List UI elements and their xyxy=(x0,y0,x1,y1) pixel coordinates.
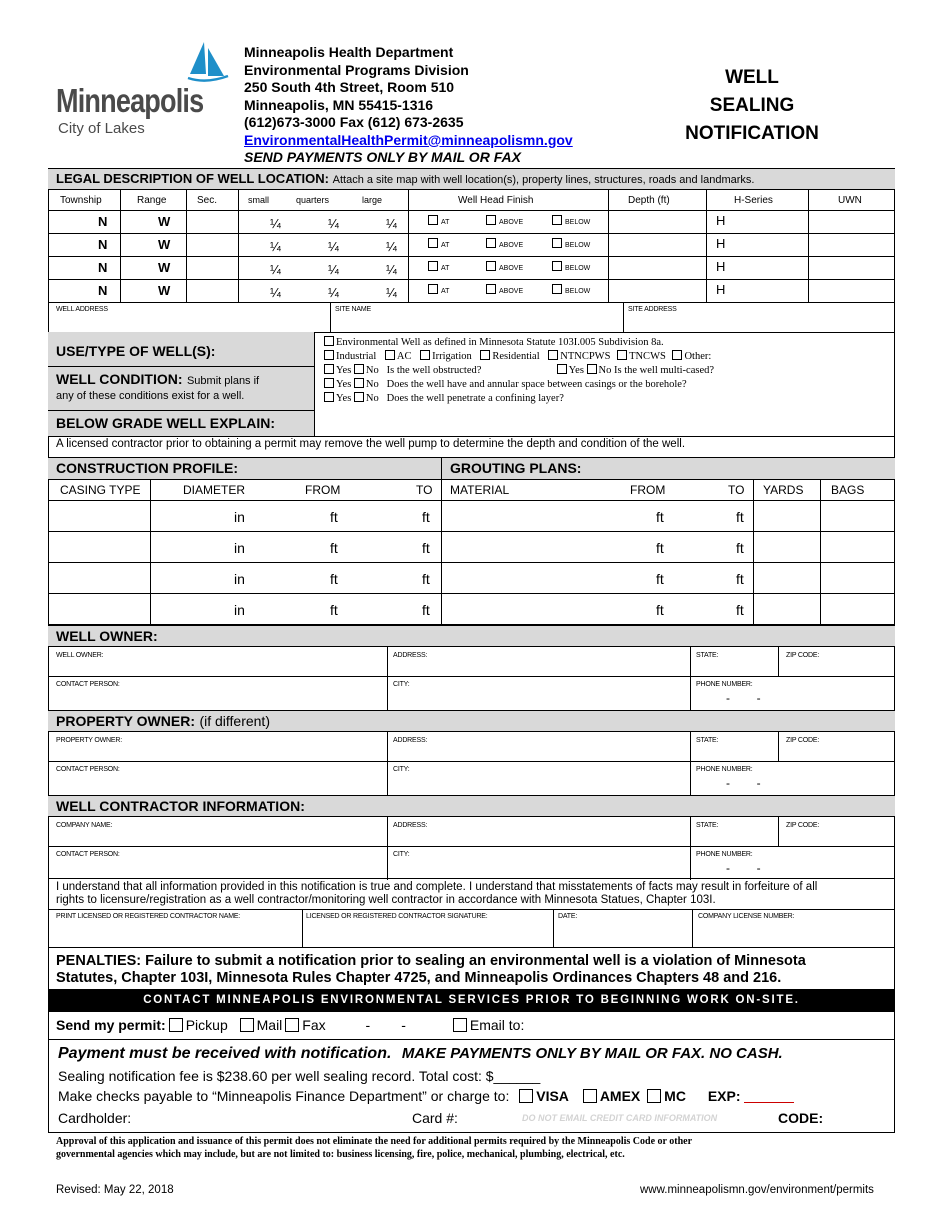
state-label: STATE: xyxy=(696,822,719,829)
g-from-unit: ft xyxy=(656,571,664,587)
phone-dashes: - - xyxy=(726,776,761,790)
title-line3: NOTIFICATION xyxy=(685,123,819,144)
owner-label: PROPERTY OWNER: xyxy=(56,737,122,744)
legal-note: Attach a site map with well location(s), property lines, structures, roads and landmarks. xyxy=(332,174,755,186)
yes-label: Yes xyxy=(336,379,352,390)
city-label: CITY: xyxy=(393,681,410,688)
legal-heading: LEGAL DESCRIPTION OF WELL LOCATION: xyxy=(56,171,329,186)
at-option xyxy=(428,261,449,272)
irrigation-label: Irrigation xyxy=(432,351,472,362)
fee-line: Sealing notification fee is $238.60 per well sealing record. Total cost: $______ xyxy=(58,1068,541,1084)
address-line1: 250 South 4th Street, Room 510 xyxy=(244,79,455,95)
grid-line xyxy=(690,732,691,795)
h-series-prefix: H xyxy=(716,282,726,297)
env-checkbox[interactable] xyxy=(324,336,334,346)
payment-heading-row xyxy=(58,1045,783,1063)
phone-label: PHONE NUMBER: xyxy=(696,681,753,688)
send-permit-label: Send my permit: xyxy=(56,1017,166,1033)
obstructed-yes-checkbox[interactable] xyxy=(324,364,334,374)
well-owner-heading: WELL OWNER: xyxy=(56,628,158,644)
from-unit: ft xyxy=(330,571,338,587)
city-label: CITY: xyxy=(393,851,410,858)
amex-checkbox[interactable] xyxy=(583,1089,597,1103)
zip-label: ZIP CODE: xyxy=(786,737,820,744)
logo-main-text: Minneapolis xyxy=(56,82,204,119)
state-label: STATE: xyxy=(696,652,719,659)
at-checkbox[interactable] xyxy=(428,238,438,248)
grid-line xyxy=(238,190,239,302)
below-grade-note: A licensed contractor prior to obtaining a permit may remove the well pump to determine the depth and condition of the well. xyxy=(56,438,686,450)
col-quarters: quarters xyxy=(296,195,330,205)
multicased-no-checkbox[interactable] xyxy=(587,364,597,374)
annular-no-checkbox[interactable] xyxy=(354,378,364,388)
below-label: BELOW xyxy=(565,265,591,272)
penalties xyxy=(56,953,806,987)
township-n: N xyxy=(98,214,108,229)
quarter-fraction: ¼ xyxy=(328,239,339,254)
payment-heading2: MAKE PAYMENTS ONLY BY MAIL OR FAX. NO CASH. xyxy=(401,1045,783,1062)
g-from-unit: ft xyxy=(656,602,664,618)
below-label: BELOW xyxy=(565,288,591,295)
col-township: Township xyxy=(60,195,102,206)
card-label: Card #: xyxy=(412,1110,458,1126)
use-options xyxy=(324,336,714,406)
col-depth: Depth (ft) xyxy=(628,195,670,206)
at-label: AT xyxy=(441,265,450,272)
phone-label: PHONE NUMBER: xyxy=(696,766,753,773)
g-from-unit: ft xyxy=(656,509,664,525)
quarter-fraction: ¼ xyxy=(386,239,397,254)
logo-sub-text: City of Lakes xyxy=(58,120,145,137)
date-label: DATE: xyxy=(558,913,578,920)
quarter-fraction: ¼ xyxy=(328,262,339,277)
row-divider xyxy=(48,233,895,234)
charge-row xyxy=(58,1088,794,1104)
to-unit: ft xyxy=(422,509,430,525)
row-divider xyxy=(48,531,895,532)
grid-line xyxy=(387,817,388,880)
title-line2: SEALING xyxy=(709,95,795,116)
industrial-label: Industrial xyxy=(336,351,377,362)
fax-checkbox[interactable] xyxy=(285,1018,299,1032)
mail-checkbox[interactable] xyxy=(240,1018,254,1032)
township-n: N xyxy=(98,260,108,275)
diameter-unit: in xyxy=(234,602,245,618)
g-from-unit: ft xyxy=(656,540,664,556)
grid-line xyxy=(690,817,691,880)
above-option xyxy=(486,261,523,272)
fax-label: Fax xyxy=(302,1017,326,1033)
watermark-text: DO NOT EMAIL CREDIT CARD INFORMATION xyxy=(522,1113,718,1123)
row-divider xyxy=(48,279,895,280)
industrial-checkbox[interactable] xyxy=(324,350,334,360)
company-label: COMPANY NAME: xyxy=(56,822,113,829)
above-label: ABOVE xyxy=(499,288,524,295)
mc-label: MC xyxy=(664,1088,686,1104)
contractor-statement xyxy=(56,881,817,907)
approval-note xyxy=(56,1135,692,1161)
above-checkbox[interactable] xyxy=(486,215,496,225)
payments-note: SEND PAYMENTS ONLY BY MAIL OR FAX xyxy=(244,149,521,165)
below-option xyxy=(552,284,590,295)
property-owner-heading: PROPERTY OWNER: xyxy=(56,713,195,729)
yes-label: Yes xyxy=(568,365,584,376)
checks-label: Make checks payable to “Minneapolis Finance Department” or charge to: xyxy=(58,1088,510,1104)
state-label: STATE: xyxy=(696,737,719,744)
g-to-unit: ft xyxy=(736,540,744,556)
diameter-unit: in xyxy=(234,509,245,525)
township-n: N xyxy=(98,237,108,252)
g-to-unit: ft xyxy=(736,571,744,587)
approval-line1: Approval of this application and issuance of this permit does not eliminate the need for additional permits required by the Minneapolis Code or other xyxy=(56,1136,693,1147)
above-label: ABOVE xyxy=(499,265,524,272)
statement-line1: I understand that all information provided in this notification is true and complete. I understand that misstatements of facts may result in forfeiture of all xyxy=(56,881,818,893)
no-label: No xyxy=(365,379,379,390)
property-owner-heading-row xyxy=(56,713,270,731)
diameter-unit: in xyxy=(234,571,245,587)
no-label: No xyxy=(365,393,379,404)
at-checkbox[interactable] xyxy=(428,261,438,271)
residential-label: Residential xyxy=(492,351,540,362)
multicased-yes-checkbox[interactable] xyxy=(557,364,567,374)
quarter-fraction: ¼ xyxy=(270,239,281,254)
col-uwn: UWN xyxy=(838,195,862,206)
tncws-checkbox[interactable] xyxy=(617,350,627,360)
at-label: AT xyxy=(441,288,450,295)
above-checkbox[interactable] xyxy=(486,261,496,271)
above-label: ABOVE xyxy=(499,219,524,226)
h-series-prefix: H xyxy=(716,236,726,251)
site-name-label: SITE NAME xyxy=(335,306,371,313)
other-label: Other: xyxy=(684,351,712,362)
grid-line xyxy=(186,190,187,302)
q1-label: Is the well obstructed? xyxy=(386,365,482,376)
below-grade-heading: BELOW GRADE WELL EXPLAIN: xyxy=(56,415,276,431)
no-label: No xyxy=(365,365,379,376)
address-label: ADDRESS: xyxy=(393,652,428,659)
at-label: AT xyxy=(441,242,450,249)
grid-line xyxy=(778,817,779,846)
confining-no-checkbox[interactable] xyxy=(354,392,364,402)
visa-checkbox[interactable] xyxy=(519,1089,533,1103)
division-name: Environmental Programs Division xyxy=(244,61,469,78)
below-label: BELOW xyxy=(565,219,591,226)
obstructed-no-checkbox[interactable] xyxy=(354,364,364,374)
above-checkbox[interactable] xyxy=(486,284,496,294)
above-label: ABOVE xyxy=(499,242,524,249)
range-w: W xyxy=(158,283,171,298)
below-option xyxy=(552,261,590,272)
mc-checkbox[interactable] xyxy=(647,1089,661,1103)
to-unit: ft xyxy=(422,571,430,587)
contractor-heading: WELL CONTRACTOR INFORMATION: xyxy=(56,798,305,814)
above-option xyxy=(486,215,523,226)
at-option xyxy=(428,284,449,295)
grid-line xyxy=(608,190,609,302)
use-heading: USE/TYPE OF WELL(S): xyxy=(56,343,216,359)
grid-line xyxy=(808,190,809,302)
address-line2: Minneapolis, MN 55415-1316 xyxy=(244,96,434,113)
col-g-from: FROM xyxy=(630,483,666,497)
phone-dashes: - - xyxy=(726,861,761,875)
col-yards: YARDS xyxy=(763,483,804,497)
title-line1: WELL xyxy=(725,67,779,88)
h-series-prefix: H xyxy=(716,213,726,228)
col-finish: Well Head Finish xyxy=(458,195,534,206)
print-name-label: PRINT LICENSED OR REGISTERED CONTRACTOR NAME: xyxy=(56,913,241,920)
code-label: CODE: xyxy=(778,1110,824,1126)
quarter-fraction: ¼ xyxy=(270,216,281,231)
amex-label: AMEX xyxy=(599,1088,641,1104)
col-diameter: DIAMETER xyxy=(183,483,246,497)
at-option xyxy=(428,215,449,226)
contact-label: CONTACT PERSON: xyxy=(56,851,120,858)
pickup-checkbox[interactable] xyxy=(169,1018,183,1032)
quarter-fraction: ¼ xyxy=(386,216,397,231)
row-divider xyxy=(48,593,895,594)
q3-label: Does the well penetrate a confining layer? xyxy=(386,393,564,404)
grid-line xyxy=(408,190,409,302)
q1b-label: No Is the well multi-cased? xyxy=(598,365,715,376)
below-option xyxy=(552,238,590,249)
col-small: small xyxy=(248,195,270,205)
revised-date: Revised: May 22, 2018 xyxy=(56,1184,174,1196)
footer-url[interactable]: www.minneapolismn.gov/environment/permits xyxy=(640,1184,874,1196)
confining-yes-checkbox[interactable] xyxy=(324,392,334,402)
visa-label: VISA xyxy=(536,1088,569,1104)
contact-bar: CONTACT MINNEAPOLIS ENVIRONMENTAL SERVICES PRIOR TO BEGINNING WORK ON-SITE. xyxy=(48,989,895,1012)
at-label: AT xyxy=(441,219,450,226)
phone-label: PHONE NUMBER: xyxy=(696,851,753,858)
ac-label: AC xyxy=(396,351,412,362)
contact-label: CONTACT PERSON: xyxy=(56,766,120,773)
quarter-fraction: ¼ xyxy=(386,285,397,300)
range-w: W xyxy=(158,237,171,252)
above-checkbox[interactable] xyxy=(486,238,496,248)
mail-label: Mail xyxy=(256,1017,283,1033)
yes-label: Yes xyxy=(336,365,352,376)
grid-line xyxy=(120,190,121,302)
approval-line2: governmental agencies which may include, but are not limited to: business licensing, fire, police, mechanical, plumbing, electrical, etc. xyxy=(56,1149,625,1160)
logo xyxy=(56,40,216,140)
ntncpws-label: NTNCPWS xyxy=(560,351,611,362)
range-w: W xyxy=(158,214,171,229)
range-w: W xyxy=(158,260,171,275)
col-material: MATERIAL xyxy=(450,483,510,497)
email-link[interactable]: EnvironmentalHealthPermit@minneapolismn.gov xyxy=(244,131,573,148)
row-divider xyxy=(48,761,895,762)
zip-label: ZIP CODE: xyxy=(786,652,820,659)
statement-line2: rights to licensure/registration as a well contractor/monitoring well contractor in accordance with Minnesota Statues, Chapter 103I. xyxy=(56,894,716,906)
from-unit: ft xyxy=(330,509,338,525)
condition-heading-block xyxy=(56,372,259,403)
row-divider xyxy=(48,256,895,257)
to-unit: ft xyxy=(422,540,430,556)
grid-line xyxy=(387,647,388,710)
well-owner-band xyxy=(48,625,895,647)
grouting-heading: GROUTING PLANS: xyxy=(450,460,582,476)
contact-label: CONTACT PERSON: xyxy=(56,681,120,688)
quarter-fraction: ¼ xyxy=(386,262,397,277)
g-to-unit: ft xyxy=(736,509,744,525)
env-label: Environmental Well as defined in Minnesota Statute 103I.005 Subdivision 8a. xyxy=(336,337,664,348)
site-address-label: SITE ADDRESS xyxy=(628,306,677,313)
at-checkbox[interactable] xyxy=(428,215,438,225)
form-title xyxy=(672,64,832,148)
grid-line xyxy=(778,647,779,676)
diameter-unit: in xyxy=(234,540,245,556)
grid-line xyxy=(690,647,691,710)
above-option xyxy=(486,284,523,295)
row-divider xyxy=(48,562,895,563)
from-unit: ft xyxy=(330,602,338,618)
send-permit-row xyxy=(56,1017,524,1033)
penalties-line2: Statutes, Chapter 103I, Minnesota Rules Chapter 4725, and Minneapolis Ordinances Chapters 48 and 216. xyxy=(56,970,782,986)
ac-checkbox[interactable] xyxy=(385,350,395,360)
col-to: TO xyxy=(416,483,433,497)
above-option xyxy=(486,238,523,249)
payment-heading: Payment must be received with notification. xyxy=(58,1045,392,1062)
signature-label: LICENSED OR REGISTERED CONTRACTOR SIGNATURE: xyxy=(306,913,488,920)
construction-heading: CONSTRUCTION PROFILE: xyxy=(56,460,238,476)
quarter-fraction: ¼ xyxy=(328,216,339,231)
penalties-line1: PENALTIES: Failure to submit a notification prior to sealing an environmental well is a violation of Minnesota xyxy=(56,953,806,969)
pickup-label: Pickup xyxy=(185,1017,228,1033)
h-series-prefix: H xyxy=(716,259,726,274)
address-label: ADDRESS: xyxy=(393,822,428,829)
dept-name: Minneapolis Health Department xyxy=(244,44,454,60)
cardholder-label: Cardholder: xyxy=(58,1110,132,1126)
yes-label: Yes xyxy=(336,393,352,404)
ntncpws-checkbox[interactable] xyxy=(548,350,558,360)
grid-line xyxy=(778,732,779,761)
below-checkbox[interactable] xyxy=(552,238,562,248)
col-casing: CASING TYPE xyxy=(60,483,141,497)
exp-label: EXP: xyxy=(707,1088,741,1104)
department-block xyxy=(244,44,573,167)
address-label: ADDRESS: xyxy=(393,737,428,744)
at-option xyxy=(428,238,449,249)
condition-note2: any of these conditions exist for a well. xyxy=(56,390,245,402)
phone-dashes: - - xyxy=(726,691,761,705)
email-checkbox[interactable] xyxy=(453,1018,467,1032)
q2-label: Does the well have and annular space between casings or the borehole? xyxy=(386,379,687,390)
city-label: CITY: xyxy=(393,766,410,773)
fax-dashes: - - xyxy=(365,1017,406,1033)
exp-field[interactable] xyxy=(744,1102,794,1103)
well-address-label: WELL ADDRESS xyxy=(56,306,108,313)
below-option xyxy=(552,215,590,226)
below-checkbox[interactable] xyxy=(552,261,562,271)
below-label: BELOW xyxy=(565,242,591,249)
col-g-to: TO xyxy=(728,483,745,497)
quarter-fraction: ¼ xyxy=(328,285,339,300)
col-range: Range xyxy=(137,195,167,206)
col-large: large xyxy=(362,195,383,205)
below-checkbox[interactable] xyxy=(552,215,562,225)
from-unit: ft xyxy=(330,540,338,556)
irrigation-checkbox[interactable] xyxy=(420,350,430,360)
tncws-label: TNCWS xyxy=(629,351,666,362)
other-checkbox[interactable] xyxy=(672,350,682,360)
license-label: COMPANY LICENSE NUMBER: xyxy=(698,913,795,920)
property-owner-sub: (if different) xyxy=(199,713,270,729)
grid-line xyxy=(706,190,707,302)
email-label: Email to: xyxy=(469,1017,525,1033)
col-from: FROM xyxy=(305,483,341,497)
owner-label: WELL OWNER: xyxy=(56,652,104,659)
quarter-fraction: ¼ xyxy=(270,285,281,300)
legal-heading-row xyxy=(56,171,754,186)
zip-label: ZIP CODE: xyxy=(786,822,820,829)
township-n: N xyxy=(98,283,108,298)
row-divider xyxy=(48,846,895,847)
phone-line: (612)673-3000 Fax (612) 673-2635 xyxy=(244,114,464,130)
residential-checkbox[interactable] xyxy=(480,350,490,360)
condition-note1: Submit plans if xyxy=(186,375,260,387)
to-unit: ft xyxy=(422,602,430,618)
grid-line xyxy=(387,732,388,795)
annular-yes-checkbox[interactable] xyxy=(324,378,334,388)
col-bags: BAGS xyxy=(831,483,865,497)
quarter-fraction: ¼ xyxy=(270,262,281,277)
col-sec: Sec. xyxy=(197,195,218,206)
row-divider xyxy=(48,676,895,677)
condition-heading: WELL CONDITION: xyxy=(56,371,183,387)
at-checkbox[interactable] xyxy=(428,284,438,294)
g-to-unit: ft xyxy=(736,602,744,618)
col-hseries: H-Series xyxy=(734,195,773,206)
below-checkbox[interactable] xyxy=(552,284,562,294)
